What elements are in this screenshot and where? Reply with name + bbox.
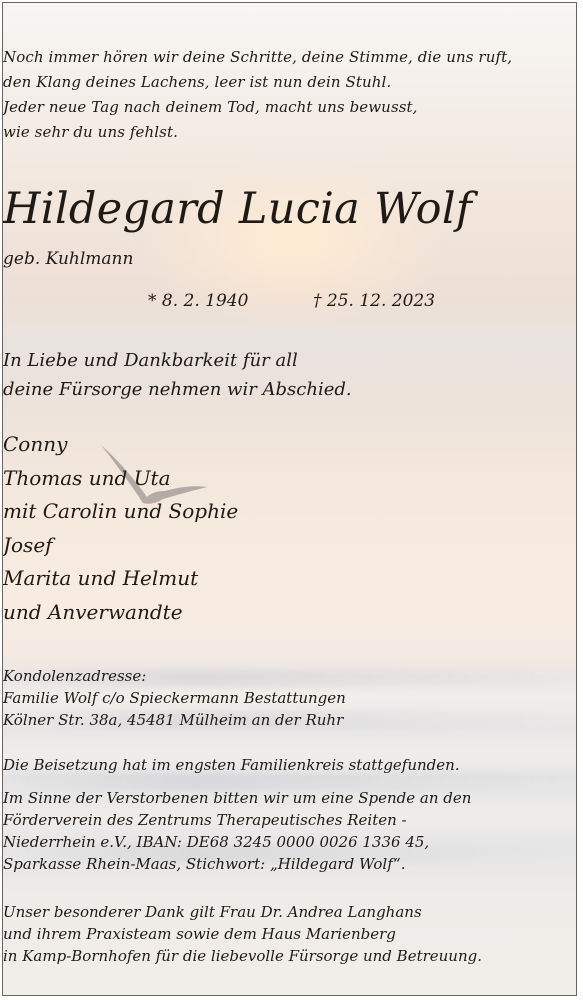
mourner-entry: Conny: [3, 432, 68, 456]
condolence-line: Kondolenzadresse:: [3, 667, 147, 685]
mourner-entry: Thomas und Uta: [3, 465, 171, 490]
condolence-address: [3, 665, 577, 731]
mourner-entry: mit Carolin und Sophie: [3, 499, 239, 523]
condolence-line: Kölner Str. 38a, 45481 Mülheim an der Ruhr: [3, 711, 344, 729]
donation-request: [3, 787, 577, 875]
poem: [3, 45, 577, 145]
poem-line: Jeder neue Tag nach deinem Tod, macht uns bewusst,: [3, 98, 418, 116]
poem-line: den Klang deines Lachens, leer ist nun dein Stuhl.: [3, 73, 392, 91]
death-date: † 25. 12. 2023: [313, 291, 436, 311]
donation-line: Im Sinne der Verstorbenen bitten wir um eine Spende an den: [3, 789, 472, 807]
poem-line: Noch immer hören wir deine Schritte, deine Stimme, die uns ruft,: [3, 48, 513, 66]
obituary-card: [2, 2, 577, 996]
donation-line: Niederrhein e.V., IBAN: DE68 3245 0000 0026 1336 45,: [3, 833, 430, 851]
burial-line: Die Beisetzung hat im engsten Familienkreis stattgefunden.: [3, 756, 460, 774]
maiden-name: geb. Kuhlmann: [3, 249, 134, 269]
birth-date: * 8. 2. 1940: [148, 291, 249, 311]
deceased-name: Hildegard Lucia Wolf: [3, 184, 473, 234]
farewell-text: [3, 346, 577, 404]
mourner-entry: Josef: [3, 532, 53, 557]
mourner-entry: Marita und Helmut: [3, 566, 199, 590]
poem-line: wie sehr du uns fehlst.: [3, 123, 178, 141]
donation-line: Förderverein des Zentrums Therapeutisches Reiten -: [3, 811, 407, 829]
farewell-line: deine Fürsorge nehmen wir Abschied.: [3, 379, 352, 400]
thanks-line: in Kamp-Bornhofen für die liebevolle Fürsorge und Betreuung.: [3, 947, 482, 965]
thanks-line: und ihrem Praxisteam sowie dem Haus Marienberg: [3, 925, 396, 943]
donation-line: Sparkasse Rhein-Maas, Stichwort: „Hildegard Wolf“.: [3, 855, 406, 873]
thanks-note: [3, 901, 577, 967]
mourner-entry: und Anverwandte: [3, 599, 183, 624]
farewell-line: In Liebe und Dankbarkeit für all: [3, 350, 298, 371]
mourners-list: [3, 428, 577, 629]
thanks-line: Unser besonderer Dank gilt Frau Dr. Andrea Langhans: [3, 903, 422, 921]
burial-notice: [3, 754, 577, 776]
condolence-line: Familie Wolf c/o Spieckermann Bestattungen: [3, 689, 346, 707]
